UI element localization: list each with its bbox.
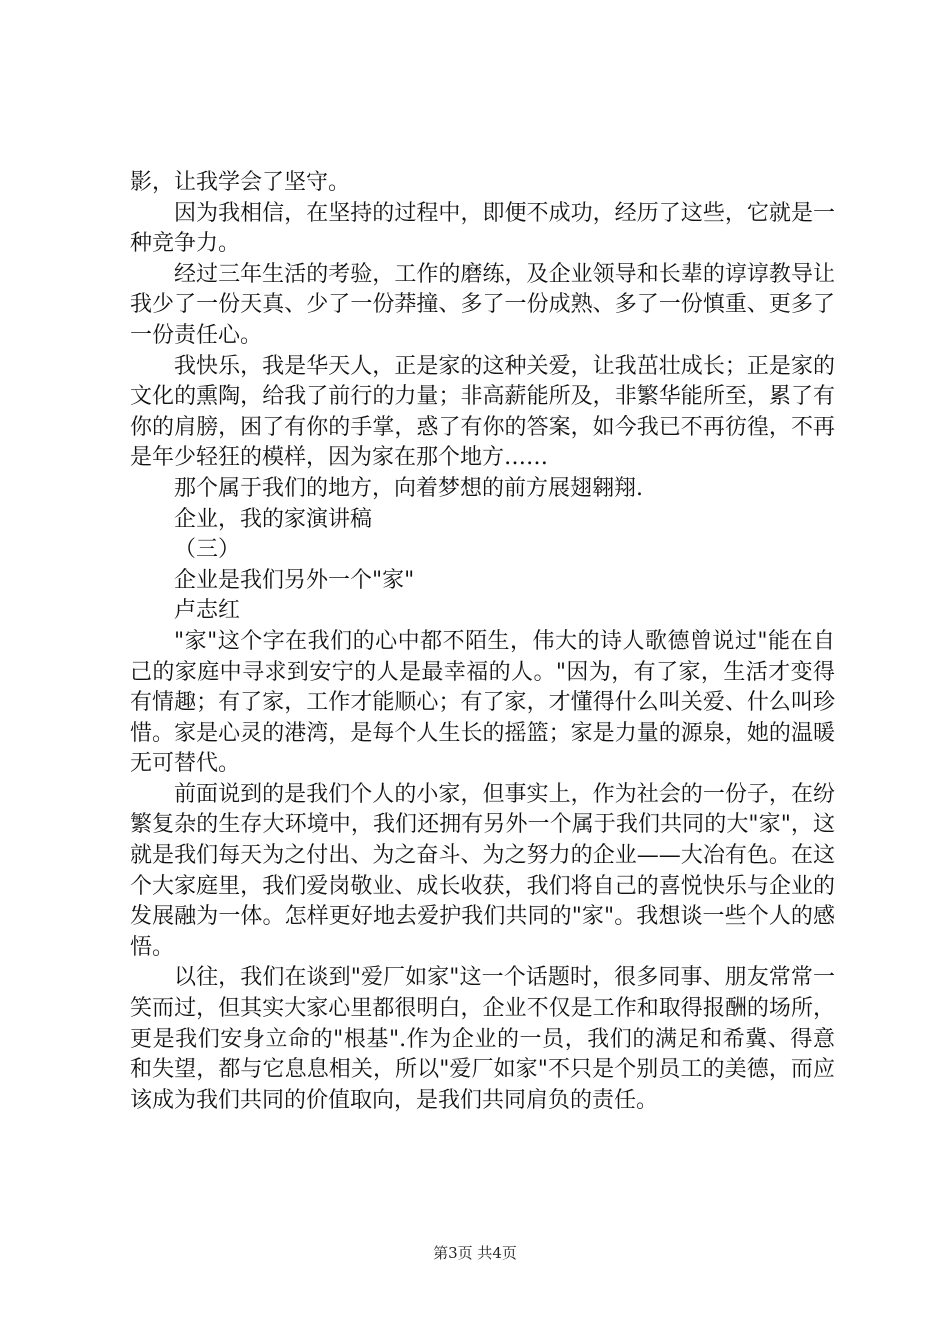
section-number: （三）	[174, 537, 241, 563]
paragraph: 我快乐，我是华天人，正是家的这种关爱，让我茁壮成长；正是家的文化的熏陶，给我了前行的力量；非高薪能所及，非繁华能所至，累了有你的肩膀，困了有你的手掌，惑了有你的答案，如今我已不再彷徨，不再是年少轻狂的模样，因为家在那个地方……	[130, 353, 835, 471]
paragraph: 前面说到的是我们个人的小家，但事实上，作为社会的一份子，在纷繁复杂的生存大环境中，我们还拥有另外一个属于我们共同的大"家"，这就是我们每天为之付出、为之奋斗、为之努力的企业——大冶有色。在这个大家庭里，我们爱岗敬业、成长收获，我们将自己的喜悦快乐与企业的发展融为一体。怎样更好地去爱护我们共同的"家"。我想谈一些个人的感悟。	[130, 781, 835, 960]
section-title: 企业，我的家演讲稿	[174, 506, 373, 532]
paragraph: 经过三年生活的考验，工作的磨练，及企业领导和长辈的谆谆教导让我少了一份天真、少了一份莽撞、多了一份成熟、多了一份慎重、更多了一份责任心。	[130, 261, 835, 348]
paragraph: 因为我相信，在坚持的过程中，即便不成功，经历了这些，它就是一种竞争力。	[130, 200, 835, 257]
paragraph-continuation: 影，让我学会了坚守。	[130, 170, 351, 195]
paragraph: 那个属于我们的地方，向着梦想的前方展翅翱翔.	[174, 475, 643, 501]
paragraph: 以往，我们在谈到"爱厂如家"这一个话题时，很多同事、朋友常常一笑而过，但其实大家心里都很明白，企业不仅是工作和取得报酬的场所，更是我们安身立命的"根基".作为企业的一员，我们的满足和希冀、得意和失望，都与它息息相关，所以"爱厂如家"不只是个别员工的美德，而应该成为我们共同的价值取向，是我们共同肩负的责任。	[130, 965, 835, 1113]
speech-title: 企业是我们另外一个"家"	[174, 567, 415, 593]
author-name: 卢志红	[174, 598, 241, 624]
page-footer: 第3页 共4页	[433, 1244, 517, 1262]
page-body	[130, 168, 835, 1116]
paragraph: "家"这个字在我们的心中都不陌生，伟大的诗人歌德曾说过"能在自己的家庭中寻求到安宁的人是最幸福的人。"因为，有了家，生活才变得有情趣；有了家，工作才能顺心；有了家，才懂得什么叫关爱、什么叫珍惜。家是心灵的港湾，是每个人生长的摇篮；家是力量的源泉，她的温暖无可替代。	[130, 628, 835, 777]
